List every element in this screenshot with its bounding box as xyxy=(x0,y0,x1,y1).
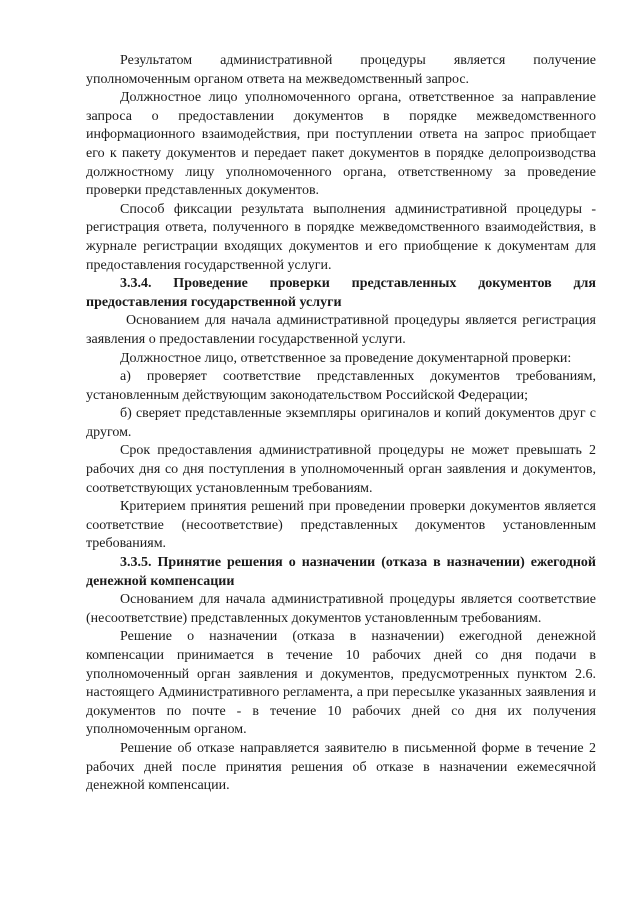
paragraph-decision-term: Решение о назначении (отказа в назначении) ежегодной денежной компенсации принимается в течение 10 рабочих дней со дня подачи в уполномоченный орган заявления и документов, предусмотренных пунктом 2.6. настоящего Административного регламента, а при пересылке указанных заявления и документов по почте - в течение 10 рабочих дней со дня их получения уполномоченным органом. xyxy=(86,629,596,738)
paragraph-official-checks: Должностное лицо, ответственное за проведение документарной проверки: xyxy=(120,350,572,366)
section-heading-3-3-5: 3.3.5. Принятие решения о назначении (отказа в назначении) ежегодной денежной компенсации xyxy=(86,555,596,589)
paragraph-refusal-notice: Решение об отказе направляется заявителю в письменной форме в течение 2 рабочих дней после принятия решения об отказе в назначении ежемесячной денежной компенсации. xyxy=(86,740,596,794)
paragraph-basis-compliance: Основанием для начала административной процедуры является соответствие (несоответствие) представленных документов установленным требованиям. xyxy=(86,592,596,626)
paragraph-result: Результатом административной процедуры является получение уполномоченным органом ответа на межведомственный запрос. xyxy=(86,53,596,87)
paragraph-criterion: Критерием принятия решений при проведении проверки документов является соответствие (несоответствие) представленных документов установленным требованиям. xyxy=(86,499,596,552)
paragraph-basis-registration: Основанием для начала административной процедуры является регистрация заявления о предоставлении государственной услуги. xyxy=(86,313,596,347)
list-item-a: а) проверяет соответствие представленных документов требованиям, установленным действующим законодательством Российской Федерации; xyxy=(86,369,596,403)
paragraph-official-attaches-response: Должностное лицо уполномоченного органа, ответственное за направление запроса о предоставлении документов в порядке межведомственного информационного взаимодействия, при поступлении ответа на запрос приобщает его к пакету документов и передает пакет документов в порядке делопроизводства должностному лицу уполномоченного органа, ответственному за проведение проверки представленных документов. xyxy=(86,90,596,199)
list-item-b: б) сверяет представленные экземпляры оригиналов и копий документов друг с другом. xyxy=(86,406,596,440)
paragraph-recording-method: Способ фиксации результата выполнения административной процедуры - регистрация ответа, полученного в порядке межведомственного взаимодействия, в журнале регистрации входящих документов и его приобщение к документам для предоставления государственной услуги. xyxy=(86,201,596,273)
section-heading-3-3-4: 3.3.4. Проведение проверки представленных документов для предоставления государственной услуги xyxy=(86,276,596,310)
paragraph-term: Срок предоставления административной процедуры не может превышать 2 рабочих дня со дня поступления в уполномоченный орган заявления и документов, соответствующих установленным требованиям. xyxy=(86,443,596,496)
